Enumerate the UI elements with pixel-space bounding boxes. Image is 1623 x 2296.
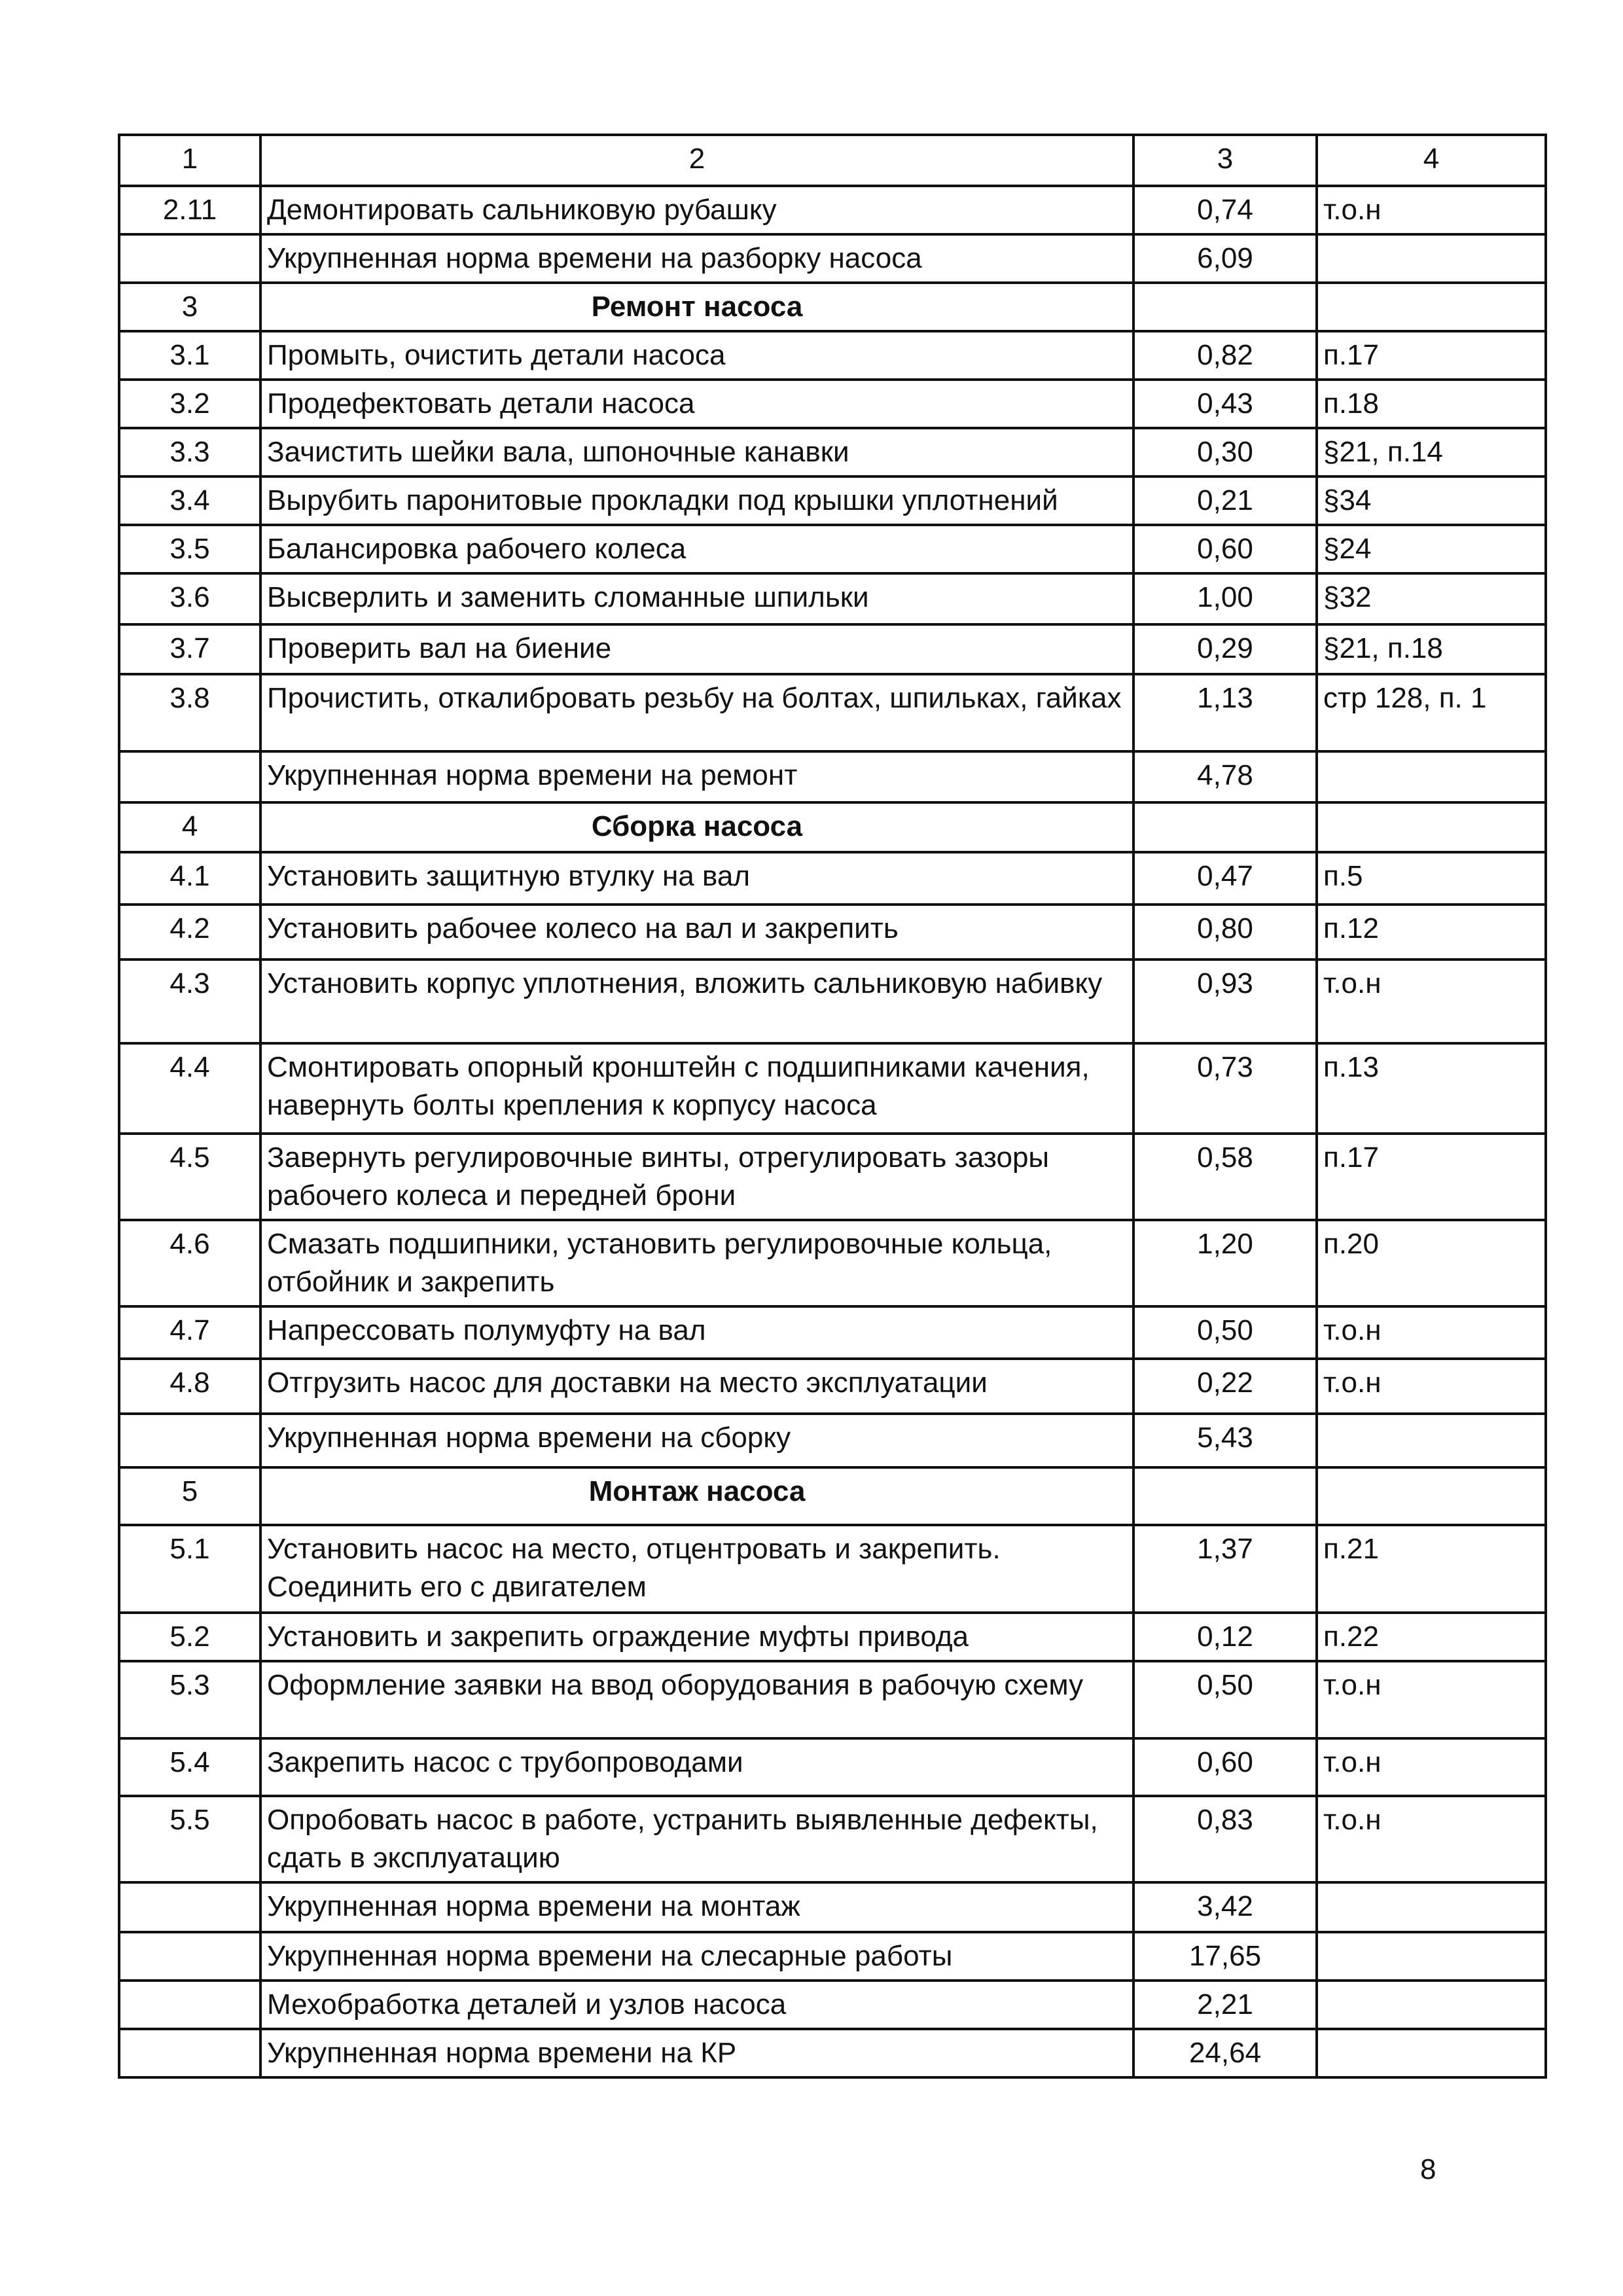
row-number: 4.8 bbox=[119, 1359, 260, 1414]
row-number: 3.8 bbox=[119, 674, 260, 751]
row-number: 4.5 bbox=[119, 1134, 260, 1220]
row-reference bbox=[1317, 751, 1546, 802]
table-row bbox=[119, 1043, 1546, 1134]
row-reference: §24 bbox=[1317, 525, 1546, 573]
row-reference: §21, п.14 bbox=[1317, 428, 1546, 476]
row-time-norm: 0,58 bbox=[1133, 1134, 1317, 1220]
row-description: Установить рабочее колесо на вал и закрепить bbox=[260, 905, 1133, 960]
row-time-norm: 24,64 bbox=[1133, 2029, 1317, 2077]
section-row bbox=[119, 802, 1546, 852]
row-number: 5.2 bbox=[119, 1613, 260, 1661]
row-number: 3 bbox=[119, 283, 260, 331]
row-description: Закрепить насос с трубопроводами bbox=[260, 1738, 1133, 1796]
table-row bbox=[119, 852, 1546, 905]
row-time-norm: 0,50 bbox=[1133, 1661, 1317, 1738]
table-row bbox=[119, 624, 1546, 674]
row-time-norm: 0,30 bbox=[1133, 428, 1317, 476]
row-time-norm: 0,12 bbox=[1133, 1613, 1317, 1661]
table-row bbox=[119, 1220, 1546, 1306]
row-number: 4.6 bbox=[119, 1220, 260, 1306]
row-number: 3.2 bbox=[119, 380, 260, 428]
table-row bbox=[119, 674, 1546, 751]
row-number: 4.7 bbox=[119, 1306, 260, 1359]
row-reference: п.13 bbox=[1317, 1043, 1546, 1134]
row-description: Высверлить и заменить сломанные шпильки bbox=[260, 573, 1133, 624]
row-time-norm: 0,80 bbox=[1133, 905, 1317, 960]
row-description: Укрупненная норма времени на сборку bbox=[260, 1414, 1133, 1467]
row-number: 4 bbox=[119, 802, 260, 852]
row-description: Продефектовать детали насоса bbox=[260, 380, 1133, 428]
row-description: Зачистить шейки вала, шпоночные канавки bbox=[260, 428, 1133, 476]
table-header-row bbox=[119, 135, 1546, 186]
row-time-norm: 0,93 bbox=[1133, 960, 1317, 1043]
table-row bbox=[119, 186, 1546, 234]
row-description: Укрупненная норма времени на ремонт bbox=[260, 751, 1133, 802]
row-number bbox=[119, 1882, 260, 1932]
row-reference: п.17 bbox=[1317, 1134, 1546, 1220]
row-reference: стр 128, п. 1 bbox=[1317, 674, 1546, 751]
row-reference: §21, п.18 bbox=[1317, 624, 1546, 674]
row-number: 4.2 bbox=[119, 905, 260, 960]
row-reference: п.18 bbox=[1317, 380, 1546, 428]
header-col-3: 3 bbox=[1133, 135, 1317, 186]
row-reference: п.5 bbox=[1317, 852, 1546, 905]
table-row bbox=[119, 1525, 1546, 1613]
row-reference bbox=[1317, 802, 1546, 852]
row-time-norm: 0,82 bbox=[1133, 331, 1317, 380]
table-row bbox=[119, 1738, 1546, 1796]
row-description: Отгрузить насос для доставки на место эксплуатации bbox=[260, 1359, 1133, 1414]
row-reference bbox=[1317, 234, 1546, 283]
row-reference: т.о.н bbox=[1317, 186, 1546, 234]
row-time-norm: 6,09 bbox=[1133, 234, 1317, 283]
row-description: Опробовать насос в работе, устранить выявленные дефекты, сдать в эксплуатацию bbox=[260, 1796, 1133, 1882]
table-row bbox=[119, 1306, 1546, 1359]
row-time-norm: 1,00 bbox=[1133, 573, 1317, 624]
header-col-4: 4 bbox=[1317, 135, 1546, 186]
row-number: 5.3 bbox=[119, 1661, 260, 1738]
row-time-norm: 0,43 bbox=[1133, 380, 1317, 428]
header-col-2: 2 bbox=[260, 135, 1133, 186]
section-title: Ремонт насоса bbox=[260, 283, 1133, 331]
table-row bbox=[119, 525, 1546, 573]
table-row bbox=[119, 476, 1546, 525]
row-description: Установить насос на место, отцентровать и закрепить. Соединить его с двигателем bbox=[260, 1525, 1133, 1613]
row-time-norm: 1,20 bbox=[1133, 1220, 1317, 1306]
row-reference: т.о.н bbox=[1317, 1738, 1546, 1796]
row-reference: п.20 bbox=[1317, 1220, 1546, 1306]
table-row bbox=[119, 1134, 1546, 1220]
row-number bbox=[119, 1932, 260, 1981]
row-number: 3.6 bbox=[119, 573, 260, 624]
row-reference: п.22 bbox=[1317, 1613, 1546, 1661]
row-reference bbox=[1317, 1882, 1546, 1932]
row-description: Прочистить, откалибровать резьбу на болтах, шпильках, гайках bbox=[260, 674, 1133, 751]
row-description: Проверить вал на биение bbox=[260, 624, 1133, 674]
row-time-norm bbox=[1133, 283, 1317, 331]
row-description: Установить корпус уплотнения, вложить сальниковую набивку bbox=[260, 960, 1133, 1043]
row-reference bbox=[1317, 283, 1546, 331]
table-row bbox=[119, 1613, 1546, 1661]
row-number: 3.4 bbox=[119, 476, 260, 525]
row-reference bbox=[1317, 2029, 1546, 2077]
row-number: 2.11 bbox=[119, 186, 260, 234]
row-description: Укрупненная норма времени на монтаж bbox=[260, 1882, 1133, 1932]
section-row bbox=[119, 1467, 1546, 1525]
row-time-norm: 17,65 bbox=[1133, 1932, 1317, 1981]
row-description: Установить защитную втулку на вал bbox=[260, 852, 1133, 905]
row-reference bbox=[1317, 1932, 1546, 1981]
row-time-norm: 0,47 bbox=[1133, 852, 1317, 905]
row-description: Вырубить паронитовые прокладки под крышки уплотнений bbox=[260, 476, 1133, 525]
row-description: Демонтировать сальниковую рубашку bbox=[260, 186, 1133, 234]
row-number: 5 bbox=[119, 1467, 260, 1525]
row-time-norm: 0,73 bbox=[1133, 1043, 1317, 1134]
row-time-norm: 3,42 bbox=[1133, 1882, 1317, 1932]
row-time-norm: 0,60 bbox=[1133, 1738, 1317, 1796]
row-reference bbox=[1317, 1981, 1546, 2029]
page-number: 8 bbox=[1420, 2153, 1436, 2185]
row-reference: п.21 bbox=[1317, 1525, 1546, 1613]
table-row bbox=[119, 2029, 1546, 2077]
row-time-norm: 0,22 bbox=[1133, 1359, 1317, 1414]
table-row bbox=[119, 1661, 1546, 1738]
row-description: Смазать подшипники, установить регулировочные кольца, отбойник и закрепить bbox=[260, 1220, 1133, 1306]
table-row bbox=[119, 234, 1546, 283]
row-reference: §32 bbox=[1317, 573, 1546, 624]
row-number: 5.5 bbox=[119, 1796, 260, 1882]
section-title: Монтаж насоса bbox=[260, 1467, 1133, 1525]
row-reference bbox=[1317, 1414, 1546, 1467]
row-time-norm: 1,13 bbox=[1133, 674, 1317, 751]
row-time-norm bbox=[1133, 1467, 1317, 1525]
row-time-norm bbox=[1133, 802, 1317, 852]
row-reference: т.о.н bbox=[1317, 1306, 1546, 1359]
row-number: 4.4 bbox=[119, 1043, 260, 1134]
table-row bbox=[119, 905, 1546, 960]
row-number bbox=[119, 751, 260, 802]
row-time-norm: 5,43 bbox=[1133, 1414, 1317, 1467]
row-time-norm: 0,60 bbox=[1133, 525, 1317, 573]
row-description: Установить и закрепить ограждение муфты привода bbox=[260, 1613, 1133, 1661]
row-time-norm: 0,21 bbox=[1133, 476, 1317, 525]
header-col-1: 1 bbox=[119, 135, 260, 186]
norms-table-body bbox=[119, 135, 1546, 2077]
row-number: 3.5 bbox=[119, 525, 260, 573]
table-row bbox=[119, 1882, 1546, 1932]
row-number: 5.1 bbox=[119, 1525, 260, 1613]
table-row bbox=[119, 331, 1546, 380]
section-row bbox=[119, 283, 1546, 331]
row-number: 3.7 bbox=[119, 624, 260, 674]
row-time-norm: 0,74 bbox=[1133, 186, 1317, 234]
row-description: Укрупненная норма времени на разборку насоса bbox=[260, 234, 1133, 283]
row-number: 4.3 bbox=[119, 960, 260, 1043]
row-time-norm: 1,37 bbox=[1133, 1525, 1317, 1613]
table-row bbox=[119, 1359, 1546, 1414]
row-reference: п.17 bbox=[1317, 331, 1546, 380]
row-time-norm: 0,50 bbox=[1133, 1306, 1317, 1359]
table-row bbox=[119, 380, 1546, 428]
row-number: 3.3 bbox=[119, 428, 260, 476]
row-description: Мехобработка деталей и узлов насоса bbox=[260, 1981, 1133, 2029]
row-number: 5.4 bbox=[119, 1738, 260, 1796]
row-description: Укрупненная норма времени на слесарные работы bbox=[260, 1932, 1133, 1981]
row-reference: т.о.н bbox=[1317, 1796, 1546, 1882]
table-row bbox=[119, 1796, 1546, 1882]
table-row bbox=[119, 1981, 1546, 2029]
row-description: Промыть, очистить детали насоса bbox=[260, 331, 1133, 380]
row-time-norm: 4,78 bbox=[1133, 751, 1317, 802]
section-title: Сборка насоса bbox=[260, 802, 1133, 852]
table-row bbox=[119, 1932, 1546, 1981]
table-row bbox=[119, 428, 1546, 476]
row-reference: т.о.н bbox=[1317, 960, 1546, 1043]
row-reference bbox=[1317, 1467, 1546, 1525]
row-number: 4.1 bbox=[119, 852, 260, 905]
row-description: Балансировка рабочего колеса bbox=[260, 525, 1133, 573]
table-row bbox=[119, 573, 1546, 624]
row-number: 3.1 bbox=[119, 331, 260, 380]
row-reference: т.о.н bbox=[1317, 1359, 1546, 1414]
row-description: Оформление заявки на ввод оборудования в рабочую схему bbox=[260, 1661, 1133, 1738]
table-row bbox=[119, 751, 1546, 802]
row-number bbox=[119, 1981, 260, 2029]
table-row bbox=[119, 1414, 1546, 1467]
row-reference: т.о.н bbox=[1317, 1661, 1546, 1738]
row-reference: §34 bbox=[1317, 476, 1546, 525]
row-description: Укрупненная норма времени на КР bbox=[260, 2029, 1133, 2077]
row-description: Смонтировать опорный кронштейн с подшипниками качения, навернуть болты крепления к корпусу насоса bbox=[260, 1043, 1133, 1134]
row-number bbox=[119, 234, 260, 283]
row-reference: п.12 bbox=[1317, 905, 1546, 960]
row-number bbox=[119, 2029, 260, 2077]
table-row bbox=[119, 960, 1546, 1043]
norms-table bbox=[118, 134, 1547, 2079]
row-description: Напрессовать полумуфту на вал bbox=[260, 1306, 1133, 1359]
row-number bbox=[119, 1414, 260, 1467]
row-time-norm: 0,29 bbox=[1133, 624, 1317, 674]
row-time-norm: 0,83 bbox=[1133, 1796, 1317, 1882]
row-description: Завернуть регулировочные винты, отрегулировать зазоры рабочего колеса и передней брони bbox=[260, 1134, 1133, 1220]
row-time-norm: 2,21 bbox=[1133, 1981, 1317, 2029]
